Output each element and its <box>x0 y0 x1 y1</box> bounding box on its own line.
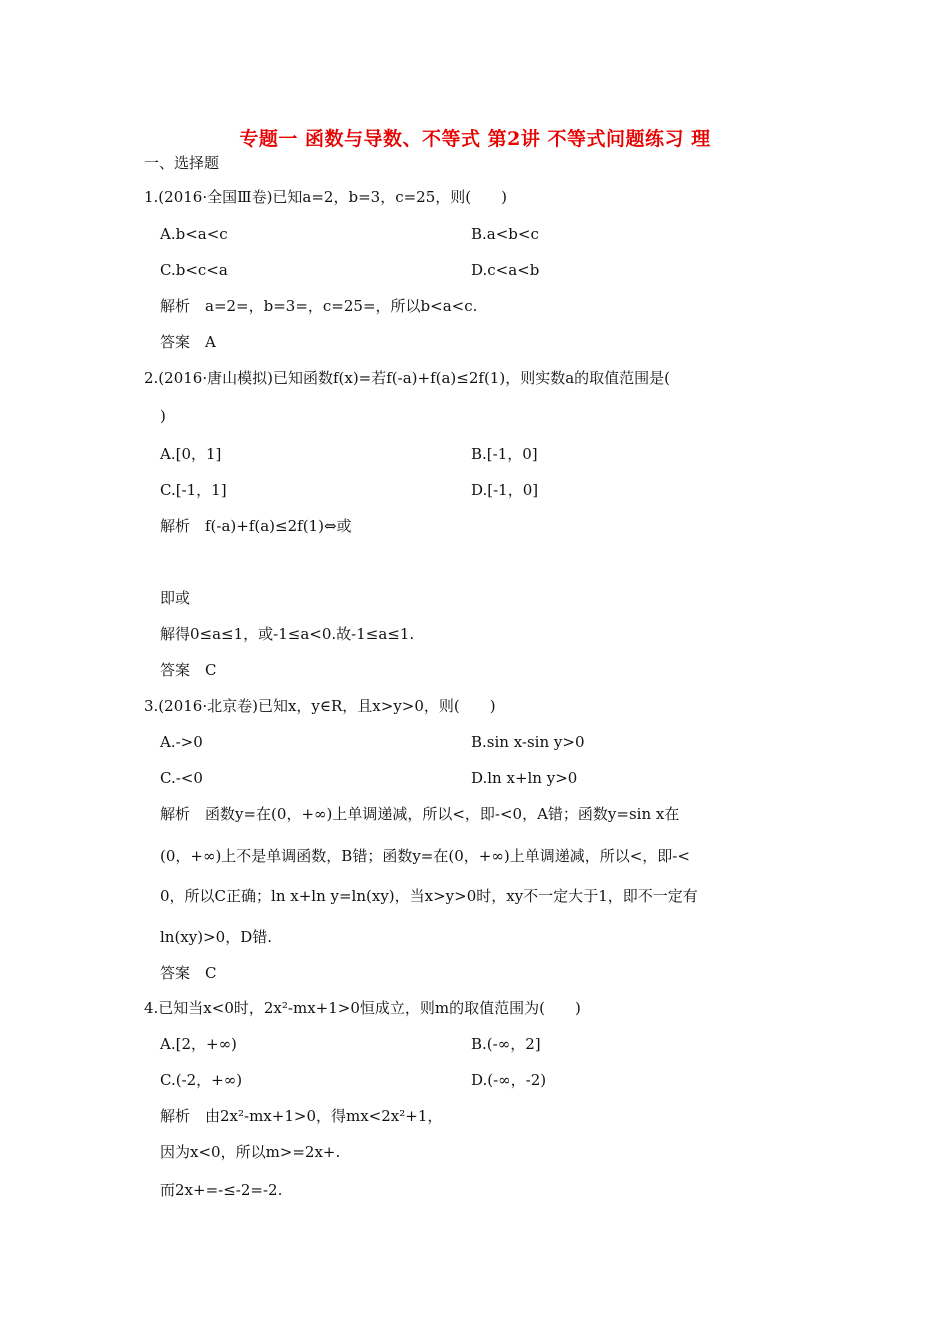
text-line: D.(-∞，-2) <box>471 1071 547 1089</box>
text-line: 因为x<0，所以m>=2x+. <box>160 1143 341 1161</box>
text-line: 0，所以C正确；ln x+ln y=ln(xy)，当x>y>0时，xy不一定大于1，即不一定有 <box>160 887 698 905</box>
text-line: 一、选择题 <box>144 154 220 172</box>
text-line: C.-<0 <box>160 769 203 787</box>
text-line: 即或 <box>160 589 191 607</box>
text-line: B.sin x-sin y>0 <box>471 733 585 751</box>
text-line: 解析 由2x²-mx+1>0，得mx<2x²+1， <box>160 1107 443 1125</box>
text-line: D.c<a<b <box>471 261 540 279</box>
text-line: 解得0≤a≤1，或-1≤a<0.故-1≤a≤1. <box>160 625 415 643</box>
text-line: D.ln x+ln y>0 <box>471 769 578 787</box>
text-line: ln(xy)>0，D错. <box>160 928 273 946</box>
text-line: 解析 函数y=在(0，+∞)上单调递减，所以<，即-<0，A错；函数y=sin x在 <box>160 805 680 823</box>
text-line: A.[0，1] <box>160 445 222 463</box>
text-line: 解析 a=2=，b=3=，c=25=，所以b<a<c. <box>160 297 478 315</box>
text-line: C.[-1，1] <box>160 481 227 499</box>
text-line: 1.(2016·全国Ⅲ卷)已知a=2，b=3，c=25，则( ) <box>144 188 507 206</box>
text-line: B.a<b<c <box>471 225 539 243</box>
text-line: ) <box>160 407 166 425</box>
text-line: B.[-1，0] <box>471 445 538 463</box>
text-line: A.b<a<c <box>160 225 228 243</box>
text-line: D.[-1，0] <box>471 481 539 499</box>
text-line: 答案 C <box>160 661 217 679</box>
text-line: C.(-2，+∞) <box>160 1071 243 1089</box>
text-line: B.(-∞，2] <box>471 1035 541 1053</box>
text-line: 答案 C <box>160 964 217 982</box>
text-line: 而2x+=-≤-2=-2. <box>160 1181 283 1199</box>
text-line: (0，+∞)上不是单调函数，B错；函数y=在(0，+∞)上单调递减，所以<，即-< <box>160 847 690 865</box>
text-line: A.[2，+∞) <box>160 1035 237 1053</box>
text-line: 3.(2016·北京卷)已知x，y∈R，且x>y>0，则( ) <box>144 697 496 715</box>
text-line: 2.(2016·唐山模拟)已知函数f(x)=若f(-a)+f(a)≤2f(1)，则实数a的取值范围是( <box>144 369 670 387</box>
text-line: 答案 A <box>160 333 216 351</box>
text-line: 解析 f(-a)+f(a)≤2f(1)⇔或 <box>160 517 352 535</box>
text-line: A.->0 <box>160 733 203 751</box>
text-line: 4.已知当x<0时，2x²-mx+1>0恒成立，则m的取值范围为( ) <box>144 999 581 1017</box>
text-line: C.b<c<a <box>160 261 228 279</box>
page-title: 专题一 函数与导数、不等式 第2讲 不等式问题练习 理 <box>239 128 711 150</box>
